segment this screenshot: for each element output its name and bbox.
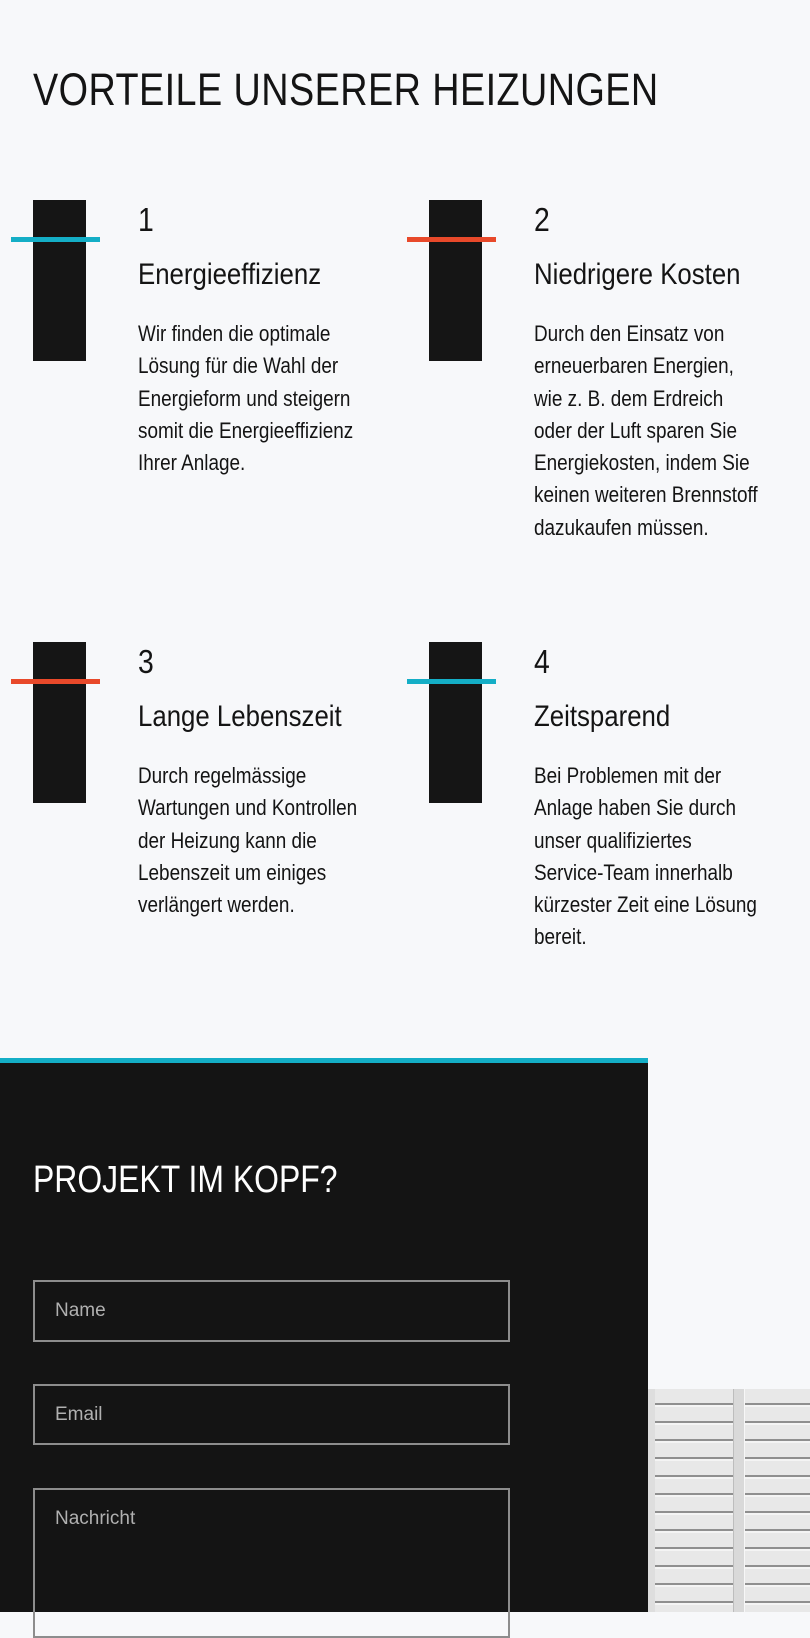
- benefit-number: 1: [138, 201, 154, 238]
- benefit-description: Durch regelmässige Wartungen und Kontrollen der Heizung kann die Lebenszeit um einiges verlängert werden.: [138, 763, 358, 918]
- contact-title: PROJEKT IM KOPF?: [33, 1159, 338, 1201]
- shutter-slats: [648, 1389, 810, 1612]
- benefit-title: Niedrigere Kosten: [534, 258, 741, 291]
- benefit-number: 2: [534, 201, 550, 238]
- benefit-title: Lange Lebenszeit: [138, 700, 342, 733]
- accent-line: [407, 237, 496, 242]
- benefit-description: Bei Problemen mit der Anlage haben Sie durch unser qualifiziertes Service-Team innerhalb kürzester Zeit eine Lösung bereit.: [534, 763, 757, 950]
- benefit-description: Durch den Einsatz von erneuerbaren Energien, wie z. B. dem Erdreich oder der Luft sparen Sie Energiekosten, indem Sie keinen weiteren Brennstoff dazukaufen müssen.: [534, 321, 758, 540]
- contact-section: [0, 1058, 648, 1612]
- page-title: VORTEILE UNSERER HEIZUNGEN: [33, 64, 659, 115]
- accent-line: [407, 679, 496, 684]
- shutter-post: [648, 1389, 655, 1612]
- message-textarea[interactable]: [33, 1488, 510, 1638]
- benefit-number: 3: [138, 643, 154, 680]
- benefit-title: Zeitsparend: [534, 700, 671, 733]
- benefit-bar-graphic: [429, 642, 482, 803]
- benefit-bar-graphic: [33, 200, 86, 361]
- benefit-card-energy-efficiency: [0, 200, 380, 560]
- accent-line: [11, 679, 100, 684]
- benefit-description: Wir finden die optimale Lösung für die Wahl der Energieform und steigern somit die Energieeffizienz Ihrer Anlage.: [138, 321, 354, 476]
- benefit-title: Energieeffizienz: [138, 258, 322, 291]
- benefit-card-lower-costs: [396, 200, 776, 560]
- shutter-photo: [648, 1389, 810, 1612]
- shutter-divider: [733, 1389, 745, 1612]
- benefit-card-time-saving: [396, 642, 776, 1002]
- email-input[interactable]: [33, 1384, 510, 1445]
- benefit-card-long-lifetime: [0, 642, 380, 1002]
- benefit-number: 4: [534, 643, 550, 680]
- benefit-bar-graphic: [33, 642, 86, 803]
- accent-line: [11, 237, 100, 242]
- benefit-bar-graphic: [429, 200, 482, 361]
- name-input[interactable]: [33, 1280, 510, 1342]
